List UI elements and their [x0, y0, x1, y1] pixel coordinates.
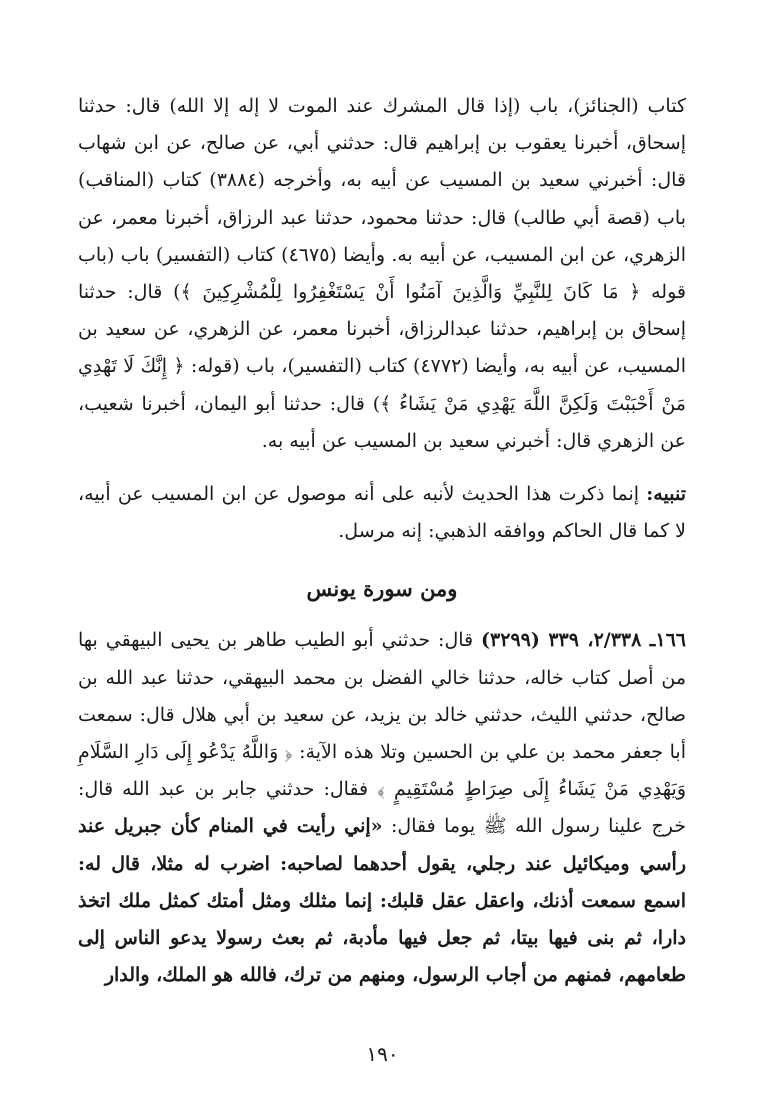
page-body	[78, 88, 686, 994]
note-text: إنما ذكرت هذا الحديث لأنبه على أنه موصول عن ابن المسيب عن أبيه، لا كما قال الحاكم ووافقه الذهبي: إنه مرسل.	[78, 483, 686, 543]
source-references-paragraph: كتاب (الجنائز)، باب (إذا قال المشرك عند الموت لا إله إلا الله) قال: حدثنا إسحاق، أخبرنا يعقوب بن إبراهيم قال: حدثني أبي، عن صالح، عن ابن شهاب قال: أخبرني سعيد بن المسيب عن أبيه به، وأخرجه (٣٨٨٤) كتاب (المناقب) باب (قصة أبي طالب) قال: حدثنا محمود، حدثنا عبد الرزاق، أخبرنا معمر، عن الزهري، عن ابن المسيب، عن أبيه به. وأيضا (٤٦٧٥) كتاب (التفسير) باب (باب قوله ﴿ مَا كَانَ لِلنَّبِيِّ وَالَّذِينَ آمَنُوا أَنْ يَسْتَغْفِرُوا لِلْمُشْرِكِينَ ﴾) قال: حدثنا إسحاق بن إبراهيم، حدثنا عبدالرزاق، أخبرنا معمر، عن الزهري، عن سعيد بن المسيب، عن أبيه به، وأيضا (٤٧٧٢) كتاب (التفسير)، باب (قوله: ﴿ إِنَّكَ لَا تَهْدِي مَنْ أَحْبَبْتَ وَلَكِنَّ اللَّهَ يَهْدِي مَنْ يَشَاءُ ﴾) قال: حدثنا أبو اليمان، أخبرنا شعيب، عن الزهري قال: أخبرني سعيد بن المسيب عن أبيه به.	[78, 95, 687, 452]
section-heading: ومن سورة يونس	[306, 576, 458, 602]
page-number: ١٩٠	[366, 1042, 399, 1066]
note-label: تنبيه:	[646, 483, 686, 506]
hadith-chain-text: قال: حدثني أبو الطيب طاهر بن يحيى البيهقي بها من أصل كتاب خاله، حدثنا خالي الفضل بن محمد البيهقي، حدثنا عبد الله بن صالح، حدثني الليث، حدثني خالد بن يزيد، عن سعيد بن أبي هلال قال: سمعت أبا جعفر محمد بن علي بن الحسين وتلا هذه الآية: ﴿ وَاللَّهُ يَدْعُو إِلَى دَارِ السَّلَامِ وَيَهْدِي مَنْ يَشَاءُ إِلَى صِرَاطٍ مُسْتَقِيمٍ ﴾ فقال: حدثني جابر بن عبد الله قال: خرج علينا رسول الله ﷺ يوما فقال:	[78, 629, 686, 838]
note-paragraph	[78, 476, 686, 550]
hadith-quote: «إني رأيت في المنام كأن جبريل عند رأسي وميكائيل عند رجلي، يقول أحدهما لصاحبه: اضرب له مثلا، قال له: اسمع سمعت أذنك، واعقل عقل قلبك: إنما مثلك ومثل أمتك كمثل ملك اتخذ دارا، ثم بنى فيها بيتا، ثم جعل فيها مأدبة، ثم بعث رسولا يدعو الناس إلى طعامهم، فمنهم من أجاب الرسول، ومنهم من ترك، فالله هو الملك، والدار	[78, 815, 686, 987]
hadith-number: ١٦٦ـ ٢/٣٣٨، ٣٣٩ (٣٢٩٩)	[481, 629, 686, 652]
paragraph-gap	[78, 460, 686, 476]
hadith-paragraph	[78, 622, 686, 994]
